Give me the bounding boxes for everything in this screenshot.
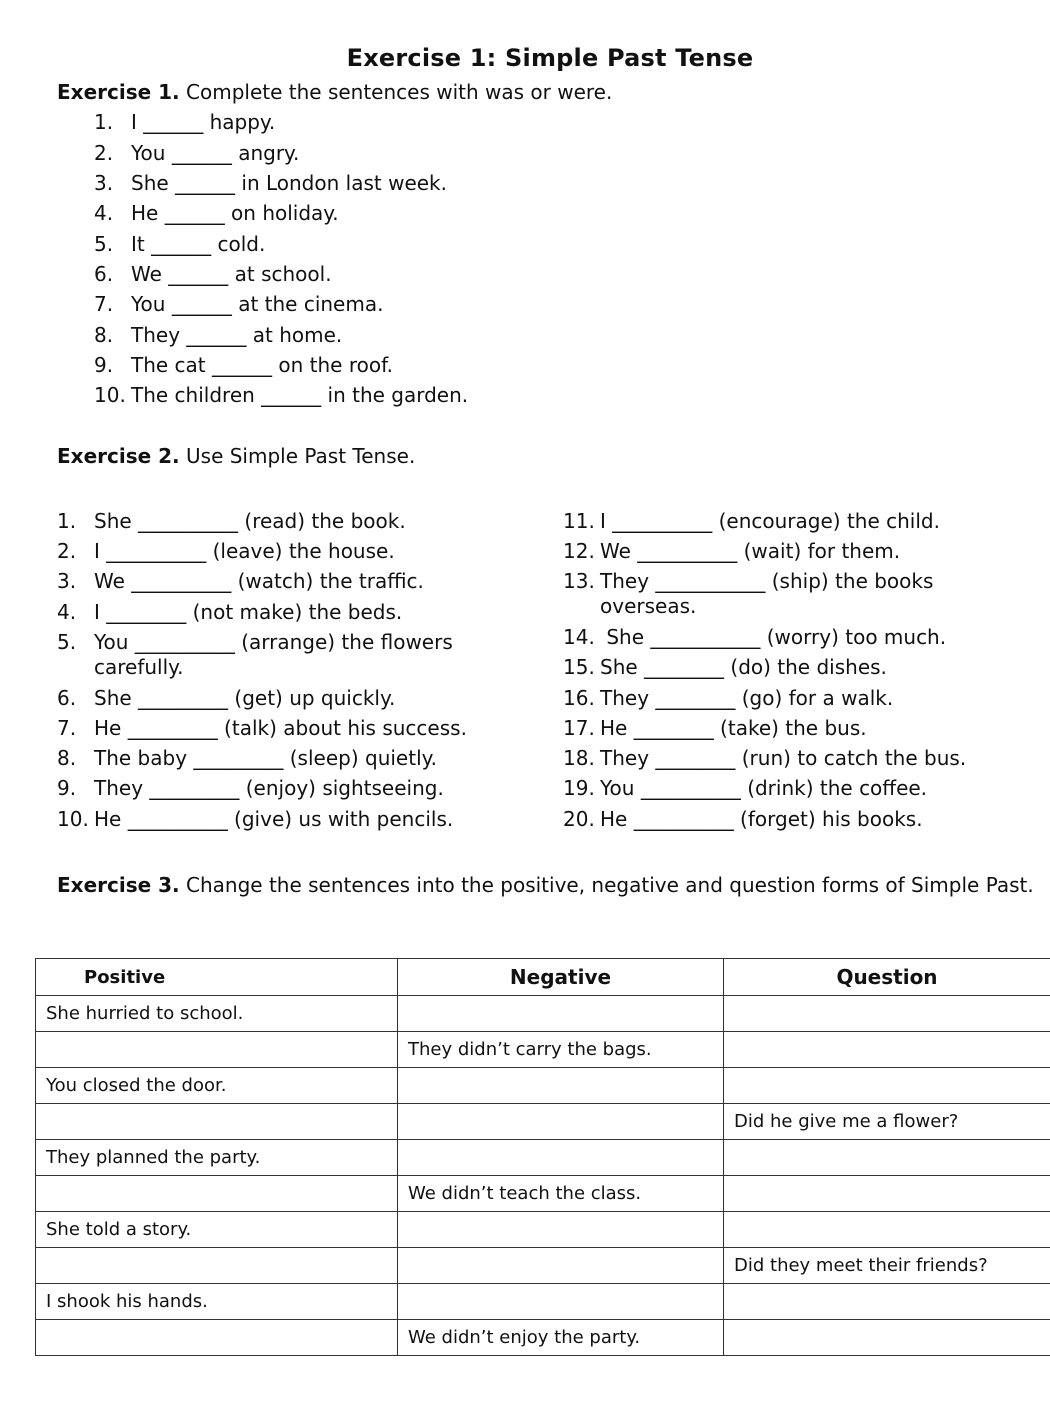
exercise2-label: Exercise 2. [57, 444, 180, 468]
negative-cell[interactable]: We didn’t enjoy the party. [398, 1320, 724, 1356]
item-text: They ___________ (ship) the books [600, 569, 934, 593]
item-number: 4. [57, 600, 77, 624]
exercise2-item [563, 655, 887, 680]
negative-cell[interactable] [398, 1140, 724, 1176]
exercise2-item [563, 776, 927, 801]
item-text: He ______ on holiday. [131, 201, 339, 225]
exercise3-table [35, 958, 1050, 1356]
exercise2-item [563, 686, 893, 711]
item-number: 8. [57, 746, 77, 770]
item-text: He __________ (give) us with pencils. [94, 807, 454, 831]
positive-cell[interactable] [36, 1176, 398, 1212]
item-number: 6. [94, 262, 114, 286]
exercise2-item [57, 776, 444, 801]
item-text: It ______ cold. [131, 232, 266, 256]
item-text: He _________ (talk) about his success. [94, 716, 467, 740]
item-number: 6. [57, 686, 77, 710]
table-row [36, 1032, 1050, 1068]
item-number: 17. [563, 716, 595, 740]
exercise2-item [563, 569, 933, 619]
question-cell[interactable] [724, 1320, 1050, 1356]
item-number: 10. [57, 807, 89, 831]
item-number: 8. [94, 323, 114, 347]
item-text: The children ______ in the garden. [131, 383, 469, 407]
item-number: 16. [563, 686, 595, 710]
question-cell[interactable] [724, 1032, 1050, 1068]
item-number: 10. [94, 383, 126, 407]
exercise2-item [57, 746, 437, 771]
page-title: Exercise 1: Simple Past Tense [346, 44, 754, 72]
item-number: 12. [563, 539, 595, 563]
exercise1-item [94, 261, 332, 287]
item-text: I __________ (leave) the house. [94, 539, 395, 563]
exercise2-item [563, 509, 940, 534]
exercise1-item [94, 291, 383, 317]
positive-cell[interactable] [36, 1320, 398, 1356]
item-number: 3. [94, 171, 114, 195]
exercise2-item [563, 716, 867, 741]
exercise1-item [94, 322, 342, 348]
item-text: We ______ at school. [131, 262, 332, 286]
item-text: They ________ (go) for a walk. [600, 686, 894, 710]
positive-cell[interactable] [36, 1032, 398, 1068]
exercise1-label: Exercise 1. [57, 80, 180, 104]
exercise2-item [563, 746, 966, 771]
item-text: We __________ (watch) the traffic. [94, 569, 424, 593]
exercise2-heading [57, 443, 415, 469]
question-cell[interactable] [724, 1140, 1050, 1176]
negative-cell[interactable] [398, 1284, 724, 1320]
table-row [36, 1320, 1050, 1356]
item-text: The cat ______ on the roof. [131, 353, 394, 377]
table-row [36, 1068, 1050, 1104]
negative-cell[interactable] [398, 996, 724, 1032]
question-cell[interactable] [724, 1068, 1050, 1104]
exercise2-item [57, 807, 453, 832]
exercise1-item [94, 231, 265, 257]
item-text: The baby _________ (sleep) quietly. [94, 746, 437, 770]
positive-cell[interactable]: She told a story. [36, 1212, 398, 1248]
item-number: 14. [563, 625, 595, 649]
positive-cell[interactable]: You closed the door. [36, 1068, 398, 1104]
item-number: 18. [563, 746, 595, 770]
item-text: You __________ (drink) the coffee. [600, 776, 928, 800]
table-row [36, 1284, 1050, 1320]
exercise2-item [563, 539, 900, 564]
item-number: 7. [57, 716, 77, 740]
exercise2-item [57, 630, 453, 680]
item-number: 5. [94, 232, 114, 256]
exercise2-item [57, 600, 402, 625]
exercise1-item [94, 140, 299, 166]
exercise1-item [94, 352, 393, 378]
item-text: You ______ at the cinema. [131, 292, 384, 316]
question-cell[interactable] [724, 1212, 1050, 1248]
table-row [36, 1140, 1050, 1176]
item-text: She _________ (get) up quickly. [94, 686, 396, 710]
item-text: They _________ (enjoy) sightseeing. [94, 776, 444, 800]
header-negative: Negative [398, 959, 724, 996]
exercise1-item [94, 109, 275, 135]
table-row [36, 1176, 1050, 1212]
question-cell[interactable] [724, 1176, 1050, 1212]
exercise2-item [563, 625, 946, 650]
exercise3-instruction: Change the sentences into the positive, negative and question forms of Simple Past. [179, 873, 1034, 897]
exercise2-item [563, 807, 923, 832]
negative-cell[interactable] [398, 1212, 724, 1248]
item-number: 3. [57, 569, 77, 593]
item-text: They ________ (run) to catch the bus. [600, 746, 967, 770]
positive-cell[interactable]: I shook his hands. [36, 1284, 398, 1320]
item-continuation: overseas. [600, 594, 697, 618]
question-cell[interactable]: Did they meet their friends? [724, 1248, 1050, 1284]
item-continuation: carefully. [94, 655, 184, 679]
item-text: He ________ (take) the bus. [600, 716, 867, 740]
item-number: 9. [94, 353, 114, 377]
positive-cell[interactable] [36, 1248, 398, 1284]
header-positive: Positive [36, 959, 398, 996]
item-number: 2. [57, 539, 77, 563]
exercise2-item [57, 716, 467, 741]
exercise1-instruction: Complete the sentences with was or were. [179, 80, 613, 104]
item-number: 5. [57, 630, 77, 654]
exercise2-item [57, 539, 395, 564]
exercise3-label: Exercise 3. [57, 873, 180, 897]
item-text: I __________ (encourage) the child. [600, 509, 940, 533]
question-cell[interactable] [724, 996, 1050, 1032]
item-number: 20. [563, 807, 595, 831]
item-number: 19. [563, 776, 595, 800]
item-text: I ______ happy. [131, 110, 276, 134]
positive-cell[interactable]: She hurried to school. [36, 996, 398, 1032]
exercise1-item [94, 200, 339, 226]
item-text: She ______ in London last week. [131, 171, 447, 195]
table-row [36, 1104, 1050, 1140]
question-cell[interactable] [724, 1284, 1050, 1320]
item-number: 11. [563, 509, 595, 533]
negative-cell[interactable] [398, 1104, 724, 1140]
negative-cell[interactable] [398, 1248, 724, 1284]
item-number: 2. [94, 141, 114, 165]
exercise3-heading [57, 872, 1042, 898]
positive-cell[interactable]: They planned the party. [36, 1140, 398, 1176]
item-number: 9. [57, 776, 77, 800]
exercise2-item [57, 569, 424, 594]
exercise1-heading [57, 79, 612, 105]
item-text: They ______ at home. [131, 323, 343, 347]
item-text: You ______ angry. [131, 141, 300, 165]
table-header-row [36, 959, 1050, 996]
item-number: 1. [57, 509, 77, 533]
exercise2-instruction: Use Simple Past Tense. [179, 444, 416, 468]
item-text: She __________ (read) the book. [94, 509, 406, 533]
table-row [36, 1248, 1050, 1284]
item-number: 4. [94, 201, 114, 225]
exercise1-item [94, 382, 468, 408]
item-text: We __________ (wait) for them. [600, 539, 901, 563]
item-number: 15. [563, 655, 595, 679]
exercise2-item [57, 686, 395, 711]
exercise2-item [57, 509, 406, 534]
item-number: 13. [563, 569, 595, 593]
item-number: 7. [94, 292, 114, 316]
item-text: You __________ (arrange) the flowers [94, 630, 453, 654]
item-number: 1. [94, 110, 114, 134]
header-question: Question [724, 959, 1050, 996]
question-cell[interactable]: Did he give me a flower? [724, 1104, 1050, 1140]
negative-cell[interactable]: They didn’t carry the bags. [398, 1032, 724, 1068]
item-text: She ___________ (worry) too much. [600, 625, 947, 649]
negative-cell[interactable] [398, 1068, 724, 1104]
exercise1-item [94, 170, 447, 196]
item-text: I ________ (not make) the beds. [94, 600, 403, 624]
item-text: She ________ (do) the dishes. [600, 655, 887, 679]
item-text: He __________ (forget) his books. [600, 807, 923, 831]
negative-cell[interactable]: We didn’t teach the class. [398, 1176, 724, 1212]
table-row [36, 996, 1050, 1032]
table-row [36, 1212, 1050, 1248]
positive-cell[interactable] [36, 1104, 398, 1140]
